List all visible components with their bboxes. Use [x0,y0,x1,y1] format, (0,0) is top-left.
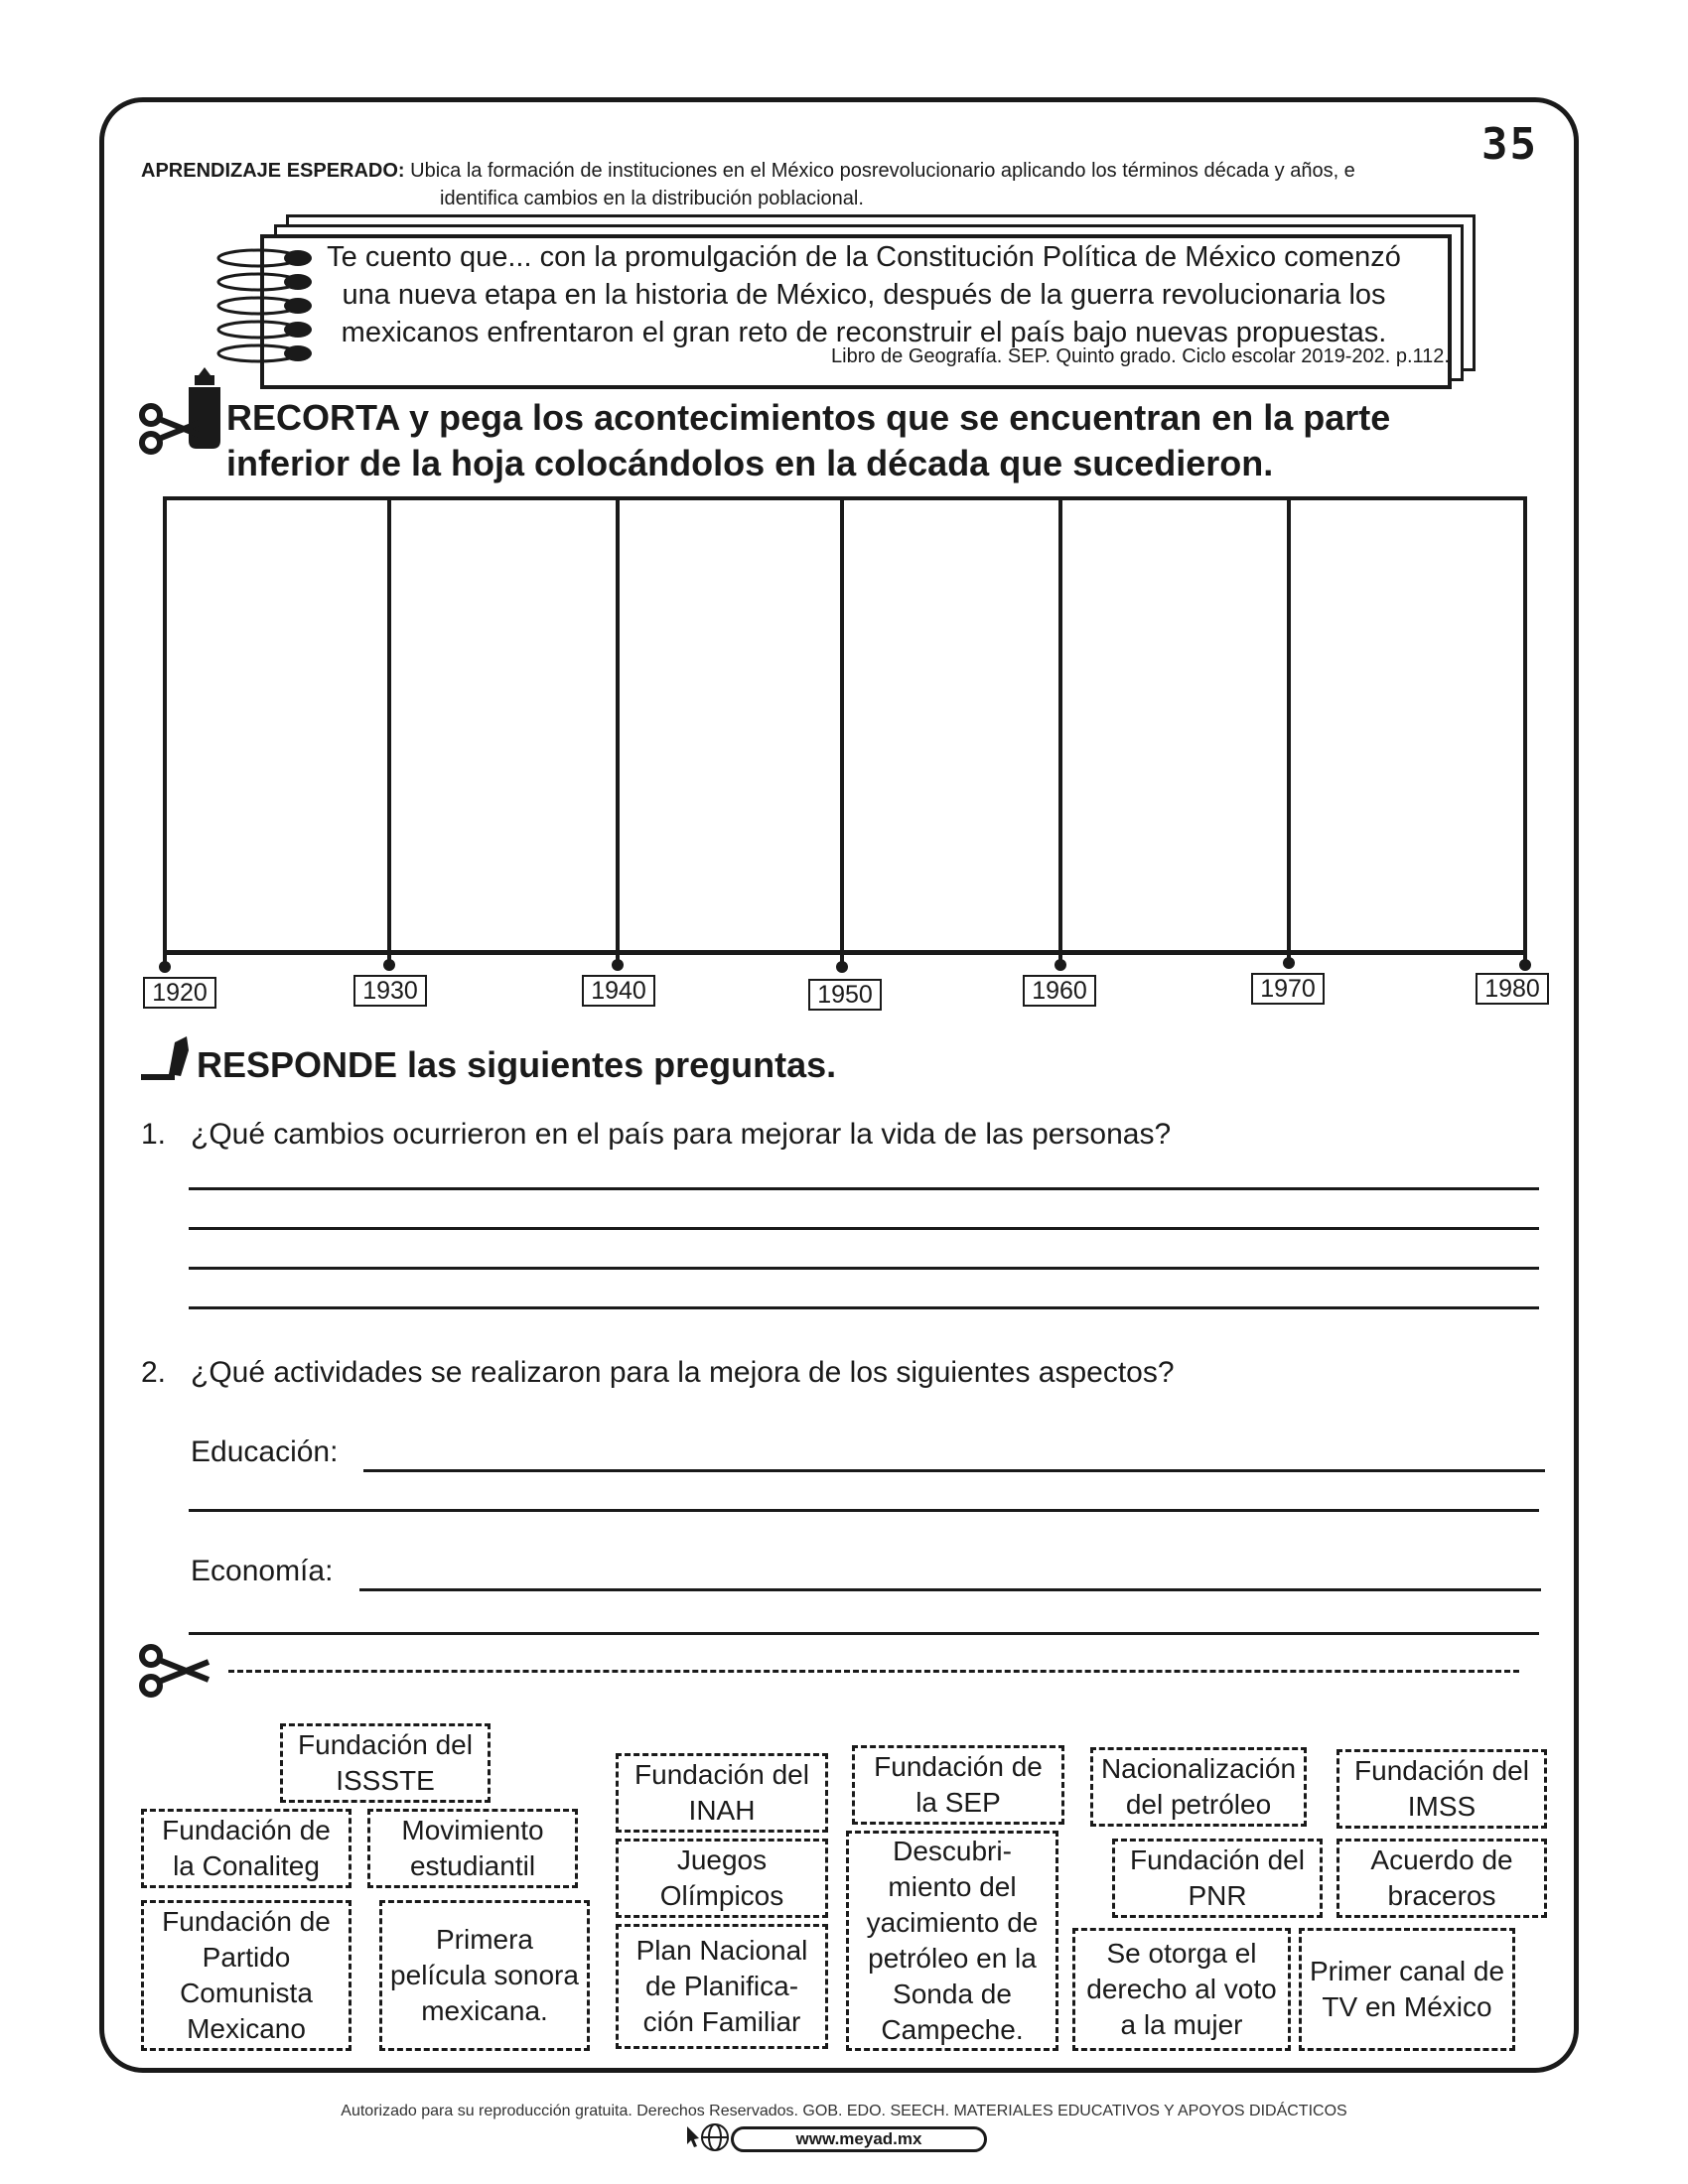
note-line1: Te cuento que... con la promulgación de la Constitución Política de México comenzó [327,241,1401,273]
event-card-pelicula-sonora[interactable]: Primera película sonora mexicana. [379,1900,590,2051]
instruction-line1: y pega los acontecimientos que se encuentran en la parte [399,397,1391,438]
aprendizaje-line2: identifica cambios en la distribución poblacional. [440,188,864,209]
event-card-sonda-campeche[interactable]: Descubri-miento del yacimiento de petróleo en la Sonda de Campeche. [846,1831,1058,2051]
year-label-1920: 1920 [143,977,216,1009]
year-label-1930: 1930 [353,975,427,1007]
educacion-answer-line[interactable] [363,1469,1545,1472]
scissors-glue-icon [137,365,226,457]
timeline-divider-1920 [163,496,167,965]
note-text [298,238,1430,351]
timeline-dot [159,961,171,973]
event-card-braceros[interactable]: Acuerdo de braceros [1336,1839,1547,1918]
timeline-dot [1055,959,1066,971]
note-line2: una nueva etapa en la historia de México, después de la guerra revolucionaria los [342,279,1386,311]
event-card-canal-tv[interactable]: Primer canal de TV en México [1299,1928,1515,2051]
answer-line[interactable] [189,1267,1539,1270]
timeline-dot [836,961,848,973]
timeline-divider-1960 [1058,496,1062,965]
event-card-movimiento-estudiantil[interactable]: Movimiento estudiantil [367,1809,578,1888]
note-line3: mexicanos enfrentaron el gran reto de reconstruir el país bajo nuevas propuestas. [341,317,1387,348]
scissors-icon [137,1642,216,1700]
timeline-dot [383,959,395,971]
timeline-divider-1930 [387,496,391,965]
timeline-box[interactable] [163,496,1527,955]
event-card-partido-comunista[interactable]: Fundación de Partido Comunista Mexicano [141,1900,352,2051]
event-card-voto-mujer[interactable]: Se otorga el derecho al voto a la mujer [1072,1928,1291,2051]
question-2-number: 2. [141,1356,167,1389]
year-label-1940: 1940 [582,975,655,1007]
globe-cursor-icon [685,2120,729,2154]
event-card-plan-nacional[interactable]: Plan Nacional de Planifica-ción Familiar [616,1924,828,2049]
instruction-verb: RECORTA [226,397,399,438]
timeline-dot [612,959,624,971]
responde-heading [197,1044,836,1086]
timeline-divider-1940 [616,496,620,965]
event-card-inah[interactable]: Fundación del INAH [616,1753,828,1833]
event-card-pnr[interactable]: Fundación del PNR [1112,1839,1323,1918]
responde-rest: las siguientes preguntas. [397,1044,837,1085]
answer-line[interactable] [189,1187,1539,1190]
event-card-juegos-olimpicos[interactable]: Juegos Olímpicos [616,1839,828,1918]
answer-line[interactable] [189,1306,1539,1309]
website-link[interactable]: www.meyad.mx [731,2126,987,2152]
timeline-dot [1519,959,1531,971]
answer-line[interactable] [189,1227,1539,1230]
instruction-recorta [226,395,1390,486]
page-number: 35 [1481,119,1538,170]
note-citation: Libro de Geografía. SEP. Quinto grado. Ciclo escolar 2019-202. p.112. [831,345,1450,367]
educacion-answer-line-2[interactable] [189,1509,1539,1512]
footer-text: Autorizado para su reproducción gratuita. Derechos Reservados. GOB. EDO. SEECH. MATERIALES EDUCATIVOS Y APOYOS DIDÁCTICOS [341,2103,1347,2119]
timeline-divider-1970 [1287,496,1291,965]
economia-answer-line-2[interactable] [189,1632,1539,1635]
timeline-dot [1283,957,1295,969]
responde-verb: RESPONDE [197,1044,398,1085]
event-card-sep[interactable]: Fundación de la SEP [852,1745,1064,1825]
cut-line [228,1670,1519,1673]
aprendizaje-line1: Ubica la formación de instituciones en el México posrevolucionario aplicando los términos década y años, e [410,160,1355,182]
year-label-1950: 1950 [808,979,882,1011]
year-label-1980: 1980 [1476,973,1549,1005]
question-1-number: 1. [141,1118,167,1151]
event-card-imss[interactable]: Fundación del IMSS [1336,1749,1547,1829]
year-label-1970: 1970 [1251,973,1325,1005]
question-1: ¿Qué cambios ocurrieron en el país para mejorar la vida de las personas? [191,1118,1172,1151]
year-label-1960: 1960 [1023,975,1096,1007]
aprendizaje-esperado [141,157,1491,212]
economia-answer-line[interactable] [359,1588,1541,1591]
event-card-conaliteg[interactable]: Fundación de la Conaliteg [141,1809,352,1888]
economia-label: Economía: [191,1555,334,1587]
aprendizaje-label: APRENDIZAJE ESPERADO: [141,160,405,182]
event-card-issste[interactable]: Fundación del ISSSTE [280,1723,491,1803]
instruction-line2: inferior de la hoja colocándolos en la década que sucedieron. [226,443,1274,483]
timeline-divider-1950 [840,496,844,965]
timeline-divider-1980 [1523,496,1527,965]
event-card-nacionalizacion-petroleo[interactable]: Nacionalización del petróleo [1090,1747,1307,1827]
pencil-icon [139,1030,195,1086]
educacion-label: Educación: [191,1435,339,1468]
question-2: ¿Qué actividades se realizaron para la mejora de los siguientes aspectos? [191,1356,1175,1389]
